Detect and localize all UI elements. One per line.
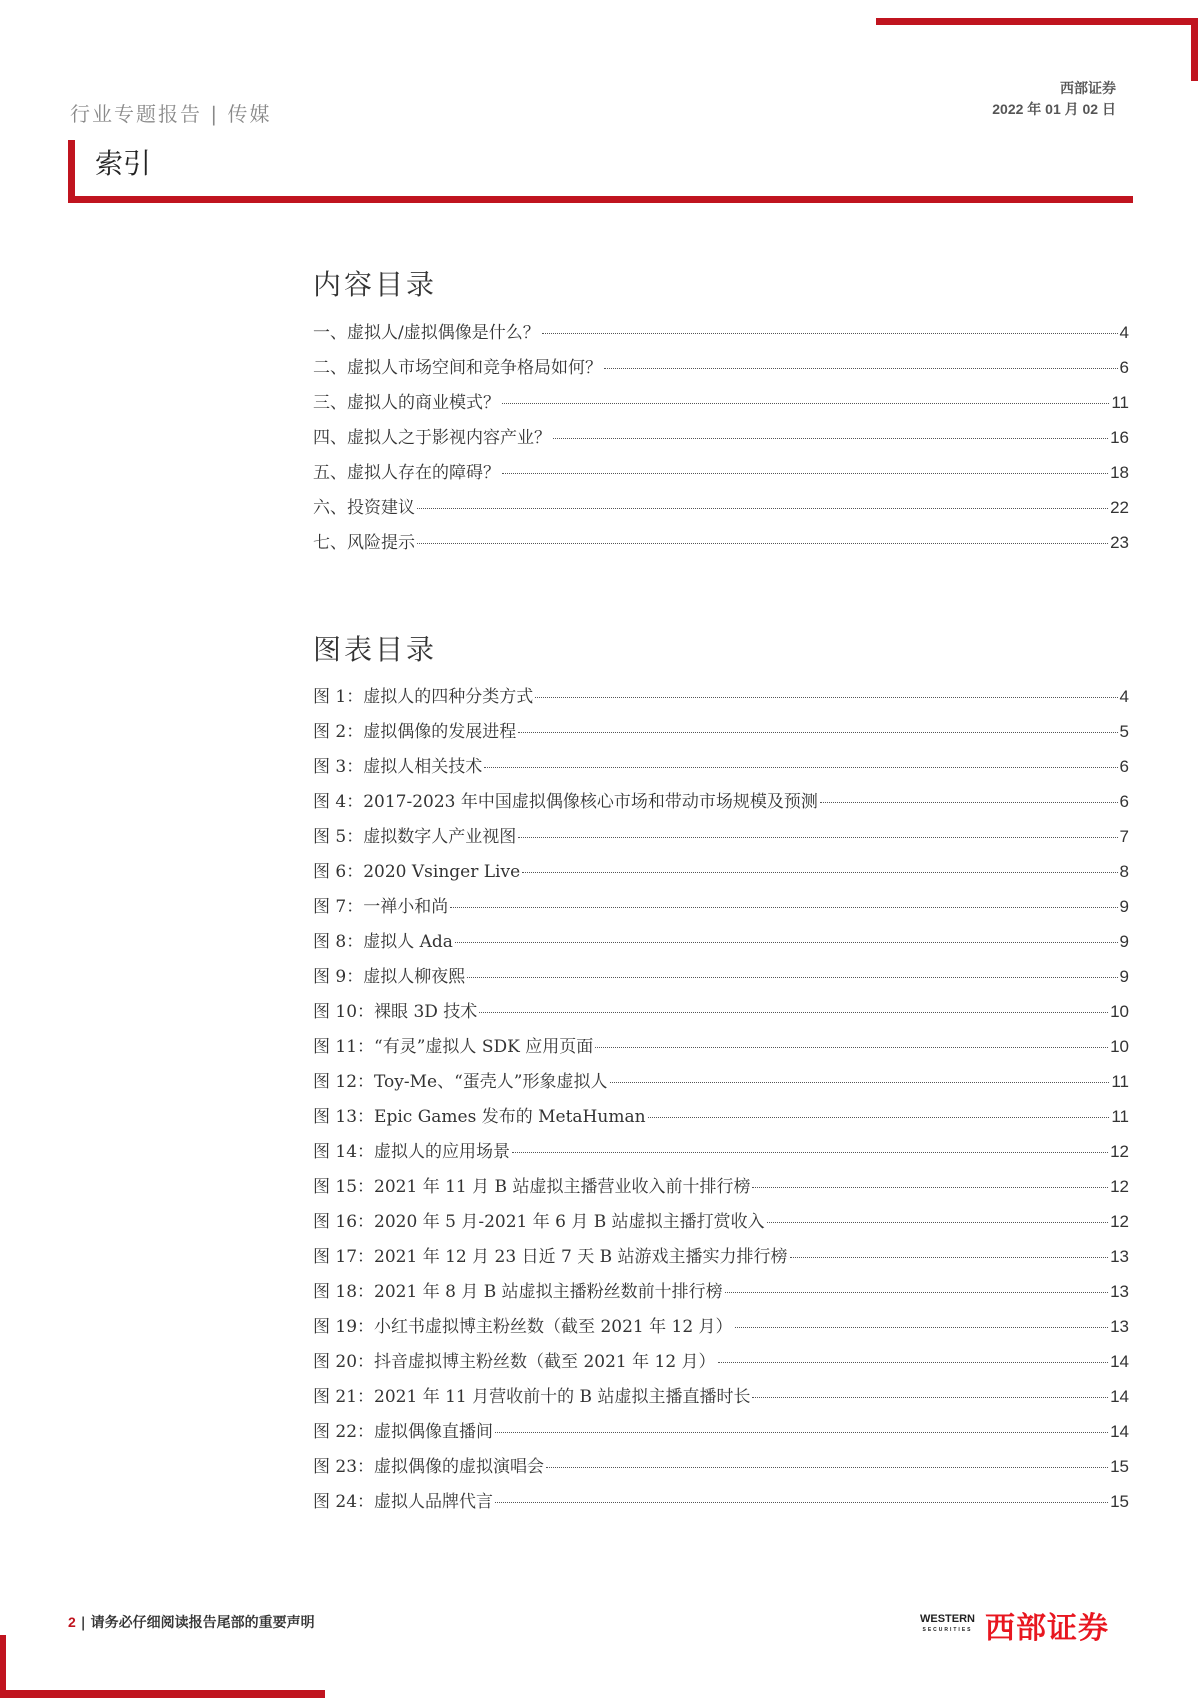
toc-entry[interactable] xyxy=(313,1067,1129,1102)
toc-entry-label: 图 18：2021 年 8 月 B 站虚拟主播粉丝数前十排行榜 xyxy=(313,1282,723,1302)
dot-leader xyxy=(820,802,1118,803)
toc-entry-label: 五、虚拟人存在的障碍？ xyxy=(313,463,500,483)
company-name: 西部证券 xyxy=(1060,80,1116,96)
toc-entry[interactable] xyxy=(313,1032,1129,1067)
toc-entry-label: 四、虚拟人之于影视内容产业？ xyxy=(313,428,551,448)
dot-leader xyxy=(553,438,1108,439)
report-type: 行业专题报告 | 传媒 xyxy=(70,102,272,126)
logo-en-sub: SECURITIES xyxy=(922,1627,973,1633)
dot-leader xyxy=(502,473,1108,474)
toc-entry-page: 8 xyxy=(1119,862,1129,881)
toc-entry-label: 图 14：虚拟人的应用场景 xyxy=(313,1142,511,1162)
toc-entry-page: 10 xyxy=(1110,1037,1129,1056)
toc-entry[interactable] xyxy=(313,493,1129,528)
dot-leader xyxy=(518,732,1117,733)
dot-leader xyxy=(542,333,1118,334)
toc-entry-page: 4 xyxy=(1119,323,1129,342)
toc-entry[interactable] xyxy=(313,1137,1129,1172)
toc-entry-page: 15 xyxy=(1110,1492,1129,1511)
toc-entry-page: 4 xyxy=(1119,687,1129,706)
toc-entry[interactable] xyxy=(313,1242,1129,1277)
bottom-left-bar xyxy=(0,1690,325,1698)
toc-entry[interactable] xyxy=(313,388,1129,423)
toc-entry-page: 12 xyxy=(1110,1212,1129,1231)
contents-title: 内容目录 xyxy=(313,268,438,301)
index-underline xyxy=(68,196,1133,203)
toc-entry-page: 12 xyxy=(1110,1177,1129,1196)
dot-leader xyxy=(604,368,1118,369)
toc-entry-label: 图 20：抖音虚拟博主粉丝数（截至 2021 年 12 月） xyxy=(313,1352,716,1372)
toc-entry-label: 图 1：虚拟人的四种分类方式 xyxy=(313,687,534,707)
toc-entry-label: 图 4：2017-2023 年中国虚拟偶像核心市场和带动市场规模及预测 xyxy=(313,792,818,812)
dot-leader xyxy=(417,508,1108,509)
dot-leader xyxy=(752,1397,1108,1398)
index-left-bar xyxy=(68,140,75,203)
toc-entry[interactable] xyxy=(313,962,1129,997)
toc-entry-page: 9 xyxy=(1119,932,1129,951)
page-number: 2 xyxy=(68,1614,76,1630)
toc-entry[interactable] xyxy=(313,927,1129,962)
footer xyxy=(68,1612,315,1632)
toc-entry-label: 图 16：2020 年 5 月-2021 年 6 月 B 站虚拟主播打赏收入 xyxy=(313,1212,765,1232)
toc-entry[interactable] xyxy=(313,1102,1129,1137)
logo-cn-text: 西部证券 xyxy=(985,1612,1109,1645)
toc-entry[interactable] xyxy=(313,1347,1129,1382)
toc-entry-label: 图 24：虚拟人品牌代言 xyxy=(313,1492,494,1512)
toc-entry-label: 图 19：小红书虚拟博主粉丝数（截至 2021 年 12 月） xyxy=(313,1317,733,1337)
toc-entry-label: 图 6：2020 Vsinger Live xyxy=(313,862,521,882)
toc-entry-page: 14 xyxy=(1110,1352,1129,1371)
toc-entry-page: 6 xyxy=(1119,358,1129,377)
header-info xyxy=(992,78,1116,120)
toc-entry-label: 图 11：“有灵”虚拟人 SDK 应用页面 xyxy=(313,1037,594,1057)
toc-entry[interactable] xyxy=(313,1172,1129,1207)
figures-title: 图表目录 xyxy=(313,633,438,666)
toc-entry[interactable] xyxy=(313,1417,1129,1452)
dot-leader xyxy=(522,872,1117,873)
toc-entry[interactable] xyxy=(313,318,1129,353)
toc-entry-page: 6 xyxy=(1119,792,1129,811)
toc-entry-page: 18 xyxy=(1110,463,1129,482)
dot-leader xyxy=(484,767,1117,768)
toc-entry[interactable] xyxy=(313,787,1129,822)
toc-entry-label: 图 8：虚拟人 Ada xyxy=(313,932,453,952)
toc-entry-label: 图 7：一禅小和尚 xyxy=(313,897,449,917)
dot-leader xyxy=(767,1222,1108,1223)
dot-leader xyxy=(546,1467,1108,1468)
toc-entry[interactable] xyxy=(313,528,1129,563)
toc-entry-page: 5 xyxy=(1119,722,1129,741)
dot-leader xyxy=(535,697,1117,698)
toc-entry-label: 六、投资建议 xyxy=(313,498,415,518)
dot-leader xyxy=(455,942,1118,943)
index-title: 索引 xyxy=(95,147,152,180)
logo-bull-icon xyxy=(920,1614,975,1636)
dot-leader xyxy=(518,837,1117,838)
dot-leader xyxy=(495,1502,1108,1503)
toc-entry-page: 15 xyxy=(1110,1457,1129,1476)
company-logo xyxy=(920,1603,1109,1647)
toc-entry-label: 图 12：Toy-Me、“蛋壳人”形象虚拟人 xyxy=(313,1072,608,1092)
bottom-left-vertical-bar xyxy=(0,1635,6,1698)
toc-entry[interactable] xyxy=(313,1277,1129,1312)
dot-leader xyxy=(450,907,1117,908)
toc-entry[interactable] xyxy=(313,458,1129,493)
dot-leader xyxy=(725,1292,1108,1293)
toc-entry-page: 22 xyxy=(1110,498,1129,517)
toc-entry-page: 16 xyxy=(1110,428,1129,447)
dot-leader xyxy=(502,403,1109,404)
toc-entry-label: 图 15：2021 年 11 月 B 站虚拟主播营业收入前十排行榜 xyxy=(313,1177,751,1197)
toc-entry[interactable] xyxy=(313,997,1129,1032)
dot-leader xyxy=(512,1152,1108,1153)
contents-list xyxy=(313,318,1129,563)
logo-en-text: WESTERN xyxy=(920,1613,975,1625)
dot-leader xyxy=(417,543,1108,544)
toc-entry-label: 二、虚拟人市场空间和竞争格局如何？ xyxy=(313,358,602,378)
toc-entry[interactable] xyxy=(313,1452,1129,1487)
toc-entry-page: 14 xyxy=(1110,1387,1129,1406)
footer-notice: 请务必仔细阅读报告尾部的重要声明 xyxy=(90,1615,315,1631)
toc-entry[interactable] xyxy=(313,717,1129,752)
toc-entry-page: 9 xyxy=(1119,897,1129,916)
dot-leader xyxy=(610,1082,1110,1083)
toc-entry-label: 图 21：2021 年 11 月营收前十的 B 站虚拟主播直播时长 xyxy=(313,1387,751,1407)
toc-entry[interactable] xyxy=(313,1382,1129,1417)
toc-entry[interactable] xyxy=(313,353,1129,388)
figures-list xyxy=(313,682,1129,1522)
toc-entry-page: 11 xyxy=(1111,1107,1129,1126)
toc-entry-label: 七、风险提示 xyxy=(313,533,415,553)
toc-entry-page: 13 xyxy=(1110,1282,1129,1301)
report-date: 2022 年 01 月 02 日 xyxy=(992,101,1116,117)
toc-entry-label: 图 9：虚拟人柳夜熙 xyxy=(313,967,466,987)
toc-entry[interactable] xyxy=(313,423,1129,458)
toc-entry[interactable] xyxy=(313,1207,1129,1242)
toc-entry[interactable] xyxy=(313,892,1129,927)
toc-entry-label: 图 17：2021 年 12 月 23 日近 7 天 B 站游戏主播实力排行榜 xyxy=(313,1247,788,1267)
toc-entry[interactable] xyxy=(313,682,1129,717)
toc-entry-label: 图 5：虚拟数字人产业视图 xyxy=(313,827,517,847)
toc-entry[interactable] xyxy=(313,822,1129,857)
dot-leader xyxy=(648,1117,1110,1118)
toc-entry-page: 23 xyxy=(1110,533,1129,552)
toc-entry-page: 13 xyxy=(1110,1247,1129,1266)
toc-entry[interactable] xyxy=(313,1312,1129,1347)
toc-entry-page: 6 xyxy=(1119,757,1129,776)
dot-leader xyxy=(790,1257,1109,1258)
toc-entry-page: 12 xyxy=(1110,1142,1129,1161)
dot-leader xyxy=(718,1362,1109,1363)
toc-entry[interactable] xyxy=(313,857,1129,892)
dot-leader xyxy=(479,1012,1108,1013)
dot-leader xyxy=(752,1187,1108,1188)
toc-entry-page: 9 xyxy=(1119,967,1129,986)
top-right-bar xyxy=(876,18,1198,25)
dot-leader xyxy=(595,1047,1108,1048)
toc-entry-page: 11 xyxy=(1111,393,1129,412)
toc-entry-page: 7 xyxy=(1119,827,1129,846)
dot-leader xyxy=(467,977,1117,978)
dot-leader xyxy=(495,1432,1108,1433)
toc-entry-label: 图 22：虚拟偶像直播间 xyxy=(313,1422,494,1442)
toc-entry-label: 图 3：虚拟人相关技术 xyxy=(313,757,483,777)
toc-entry[interactable] xyxy=(313,1487,1129,1522)
toc-entry-page: 10 xyxy=(1110,1002,1129,1021)
footer-separator: | xyxy=(80,1615,91,1631)
toc-entry[interactable] xyxy=(313,752,1129,787)
toc-entry-label: 图 13：Epic Games 发布的 MetaHuman xyxy=(313,1107,646,1127)
toc-entry-page: 13 xyxy=(1110,1317,1129,1336)
top-right-vertical-bar xyxy=(1191,18,1198,81)
toc-entry-page: 11 xyxy=(1111,1072,1129,1091)
toc-entry-page: 14 xyxy=(1110,1422,1129,1441)
toc-entry-label: 三、虚拟人的商业模式？ xyxy=(313,393,500,413)
toc-entry-label: 一、虚拟人/虚拟偶像是什么？ xyxy=(313,323,540,343)
toc-entry-label: 图 2：虚拟偶像的发展进程 xyxy=(313,722,517,742)
toc-entry-label: 图 10：裸眼 3D 技术 xyxy=(313,1002,478,1022)
dot-leader xyxy=(735,1327,1109,1328)
toc-entry-label: 图 23：虚拟偶像的虚拟演唱会 xyxy=(313,1457,545,1477)
